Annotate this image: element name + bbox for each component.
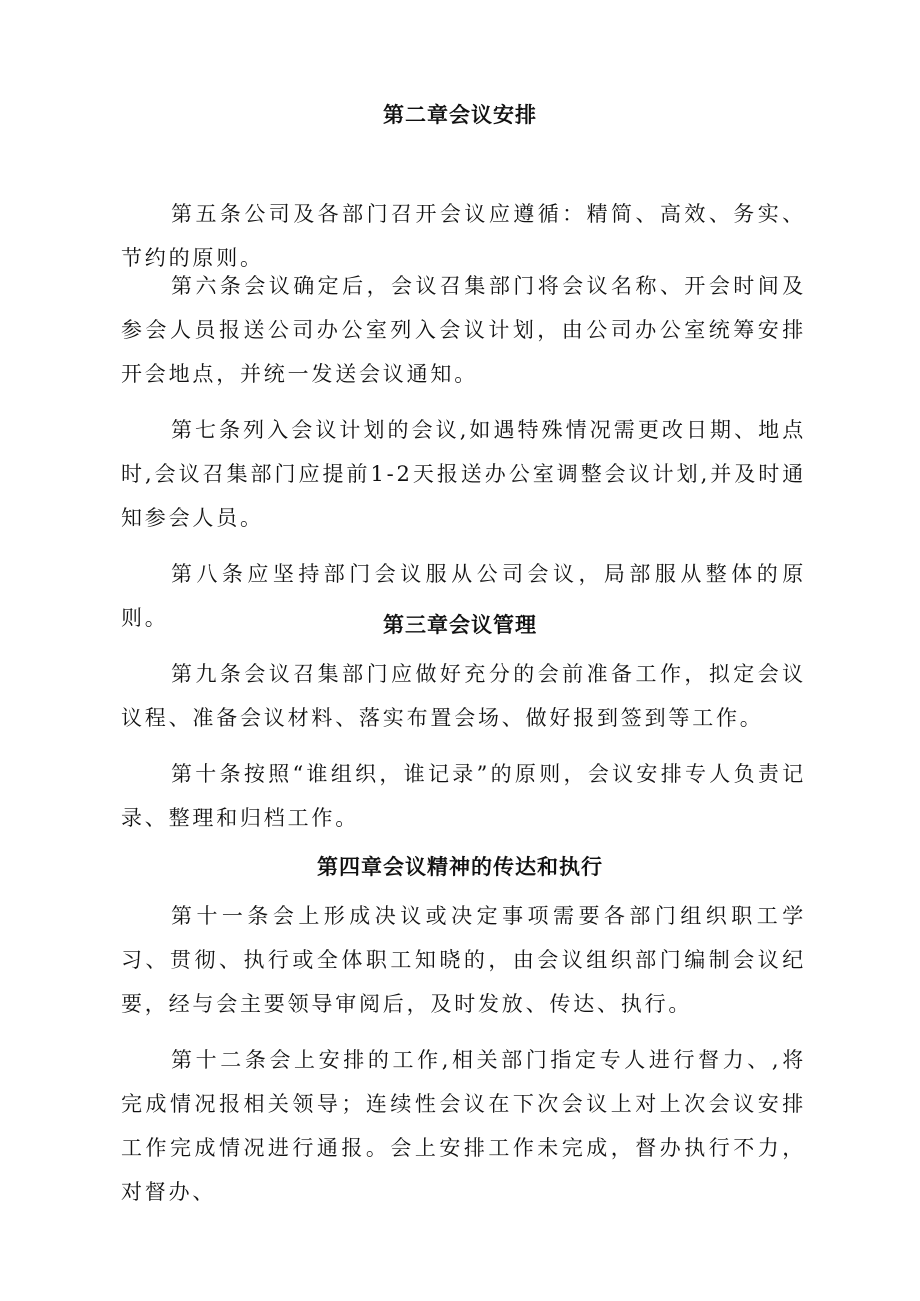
article-12: 第十二条会上安排的工作,相关部门指定专人进行督力、,将完成情况报相关领导；连续性会议在下次会议上对上次会议安排工作完成情况进行通报。会上安排工作未完成，督办执行不力，对督办、 bbox=[121, 1048, 806, 1204]
article-9: 第九条会议召集部门应做好充分的会前准备工作，拟定会议议程、准备会议材料、落实布置会场、做好报到签到等工作。 bbox=[121, 662, 806, 730]
article-10: 第十条按照“谁组织，谁记录”的原则，会议安排专人负责记录、整理和归档工作。 bbox=[121, 762, 806, 830]
chapter-3-heading: 第三章会议管理 bbox=[383, 613, 537, 637]
article-8: 第八条应坚持部门会议服从公司会议，局部服从整体的原则。 bbox=[121, 562, 806, 630]
article-7: 第七条列入会议计划的会议,如遇特殊情况需更改日期、地点时,会议召集部门应提前1-2天报送办公室调整会议计划,并及时通知参会人员。 bbox=[121, 418, 806, 530]
article-11: 第十一条会上形成决议或决定事项需要各部门组织职工学习、贯彻、执行或全体职工知晓的，由会议组织部门编制会议纪要，经与会主要领导审阅后，及时发放、传达、执行。 bbox=[121, 904, 806, 1016]
chapter-2-heading: 第二章会议安排 bbox=[383, 103, 537, 127]
chapter-4-heading: 第四章会议精神的传达和执行 bbox=[317, 855, 603, 879]
article-6: 第六条会议确定后，会议召集部门将会议名称、开会时间及参会人员报送公司办公室列入会议计划，由公司办公室统筹安排开会地点，并统一发送会议通知。 bbox=[121, 274, 806, 386]
article-5: 第五条公司及各部门召开会议应遵循：精简、高效、务实、节约的原则。 bbox=[121, 202, 806, 270]
